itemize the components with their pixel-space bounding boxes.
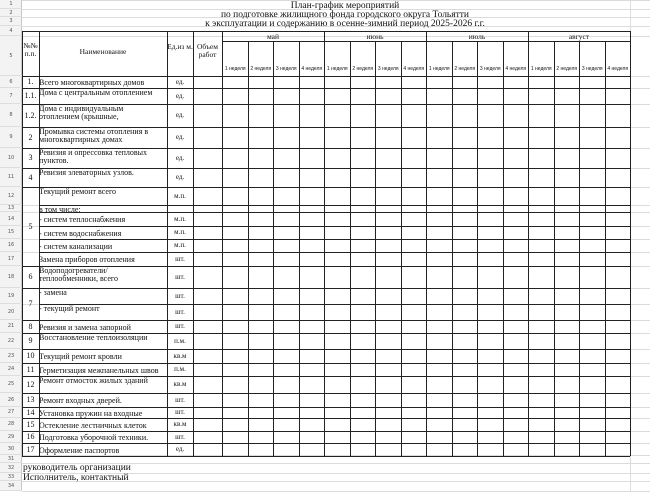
row-number[interactable]: 15	[0, 226, 22, 239]
row-number[interactable]: 20	[0, 304, 22, 320]
item-unit[interactable]: ед.	[175, 78, 185, 86]
item-number[interactable]: 1.1.	[24, 91, 37, 100]
item-name[interactable]: Установка пружин на входные	[39, 409, 143, 418]
row-number[interactable]: 28	[0, 418, 22, 431]
item-number[interactable]: 4	[28, 173, 33, 182]
item-unit[interactable]: шт.	[175, 255, 185, 263]
week-header: 2 неделя	[352, 66, 374, 72]
month-header: июль	[468, 32, 486, 41]
row-number[interactable]: 9	[0, 127, 22, 148]
row-number[interactable]: 31	[0, 455, 22, 463]
row-number[interactable]: 32	[0, 463, 22, 473]
week-header: 4 неделя	[505, 66, 527, 72]
item-unit[interactable]: ед.	[175, 154, 185, 162]
item-name[interactable]: - текущий ремонт	[39, 305, 100, 313]
week-header: 3 неделя	[479, 66, 501, 72]
week-header: 3 неделя	[377, 66, 399, 72]
item-name[interactable]: Водоподогреватели/ теплообменники, всего	[39, 267, 118, 283]
row-number[interactable]: 21	[0, 320, 22, 333]
item-unit[interactable]: ед.	[175, 111, 185, 119]
item-name[interactable]: в том числе:	[39, 206, 81, 212]
week-header: 2 неделя	[556, 66, 578, 72]
item-number[interactable]: 16	[26, 432, 35, 441]
row-number[interactable]: 12	[0, 187, 22, 205]
item-number[interactable]: 12	[26, 380, 35, 389]
item-unit[interactable]: шт.	[175, 396, 185, 404]
row-number[interactable]: 24	[0, 363, 22, 376]
item-name[interactable]: Ремонт отмосток жилых зданий	[39, 377, 148, 385]
item-name[interactable]: Замена приборов отопления	[39, 255, 135, 264]
header-name: Наименование	[79, 47, 127, 56]
item-name[interactable]: Текущий ремонт всего	[39, 188, 117, 196]
item-name[interactable]: Ревизия и замена запорной	[39, 323, 131, 332]
item-number[interactable]: 13	[26, 395, 35, 404]
week-header: 4 неделя	[403, 66, 425, 72]
week-header: 3 неделя	[275, 66, 297, 72]
row-number[interactable]: 18	[0, 266, 22, 288]
item-number[interactable]: 17	[26, 445, 35, 454]
week-header: 4 неделя	[607, 66, 629, 72]
row-number[interactable]: 25	[0, 376, 22, 393]
title-line-2: по подготовке жилищного фонда городского округа Тольятти	[220, 10, 470, 20]
row-number[interactable]: 10	[0, 148, 22, 168]
title-line-1: План-график мероприятий	[290, 1, 400, 11]
item-unit[interactable]: шт.	[175, 292, 185, 300]
item-number[interactable]: 10	[26, 351, 35, 360]
item-number[interactable]: 15	[26, 420, 35, 429]
item-name[interactable]: Восстановление теплоизоляции	[39, 334, 148, 342]
item-name[interactable]: - систем водоснабжения	[39, 229, 122, 238]
item-unit[interactable]: п.м.	[174, 365, 186, 373]
header-volume: Объем работ	[197, 42, 218, 59]
item-name[interactable]: Остекление лестничных клеток	[39, 421, 147, 430]
item-unit[interactable]: ед.	[175, 445, 185, 453]
item-number[interactable]: 1.	[27, 77, 34, 86]
item-name[interactable]: Текущий ремонт кровли	[39, 352, 122, 361]
item-number[interactable]: 14	[26, 408, 35, 417]
item-number[interactable]: 2	[28, 133, 33, 142]
item-name[interactable]: Ревизия и опрессовка тепловых пунктов.	[39, 149, 148, 165]
item-name[interactable]: - систем канализации	[39, 242, 113, 251]
row-number[interactable]: 33	[0, 473, 22, 481]
item-unit[interactable]: шт.	[175, 273, 185, 281]
week-header: 4 неделя	[301, 66, 323, 72]
item-unit[interactable]: шт.	[175, 322, 185, 330]
item-name[interactable]: Дома с индивидуальным отоплением (крышные,	[39, 105, 124, 121]
item-name[interactable]: Подготовка уборочной техники.	[39, 433, 149, 442]
month-header: июнь	[366, 32, 384, 41]
item-unit[interactable]: шт.	[175, 408, 185, 416]
item-number[interactable]: 8	[28, 322, 33, 331]
week-header: 1 неделя	[530, 66, 552, 72]
item-unit[interactable]	[167, 205, 193, 212]
item-number[interactable]: 6	[28, 272, 33, 281]
item-name[interactable]: Всего многоквартирных домов	[39, 78, 145, 87]
row-number[interactable]: 14	[0, 212, 22, 226]
item-unit[interactable]: кв.м	[173, 380, 187, 388]
row-number[interactable]: 27	[0, 407, 22, 418]
item-unit[interactable]: м.п.	[174, 192, 186, 200]
item-name[interactable]: - замена	[39, 289, 67, 297]
item-name[interactable]: Промывка системы отопления в многоквартирных домах	[39, 128, 149, 144]
item-unit[interactable]: ед.	[175, 173, 185, 181]
row-number[interactable]: 13	[0, 205, 22, 212]
item-name[interactable]: Ремонт входных дверей.	[39, 396, 122, 405]
item-number[interactable]: 1.2.	[24, 111, 37, 120]
item-unit[interactable]: шт.	[175, 433, 185, 441]
item-unit[interactable]: ед.	[175, 92, 185, 100]
row-number[interactable]: 6	[0, 76, 22, 88]
item-unit[interactable]: кв.м	[173, 420, 187, 428]
month-header: август	[568, 32, 590, 41]
item-unit[interactable]: кв.м	[173, 352, 187, 360]
row-number[interactable]: 16	[0, 239, 22, 252]
row-number[interactable]: 22	[0, 333, 22, 349]
footer-executor: Исполнитель, контактный	[23, 473, 129, 483]
item-unit[interactable]: п.м.	[174, 337, 186, 345]
footer-head: руководитель организации	[23, 463, 131, 473]
item-number[interactable]: 11	[26, 365, 35, 374]
row-number[interactable]: 30	[0, 443, 22, 455]
item-name[interactable]: Дома с центральным отоплением	[39, 89, 153, 97]
row-number[interactable]: 3	[0, 17, 22, 26]
week-header: 1 неделя	[326, 66, 348, 72]
item-number[interactable]: 7	[28, 299, 33, 308]
row-number[interactable]: 19	[0, 288, 22, 304]
item-number[interactable]: 3	[28, 153, 33, 162]
row-number[interactable]: 34	[0, 481, 22, 491]
row-number[interactable]: 2	[0, 9, 22, 17]
header-num: №№ п.п.	[23, 41, 38, 58]
item-name[interactable]: Ревизия элеваторных узлов.	[39, 169, 134, 177]
row-number[interactable]: 26	[0, 393, 22, 407]
row-number[interactable]: 4	[0, 26, 22, 36]
item-number[interactable]: 5	[28, 222, 33, 231]
item-unit[interactable]: ед.	[175, 133, 185, 141]
item-name[interactable]: Герметизация межпанельных швов	[39, 366, 159, 375]
week-header: 2 неделя	[454, 66, 476, 72]
item-name[interactable]: - систем теплоснабжения	[39, 215, 126, 224]
item-unit[interactable]: м.п.	[174, 241, 186, 249]
row-number[interactable]: 5	[0, 36, 22, 76]
row-number[interactable]: 11	[0, 168, 22, 187]
item-unit[interactable]: м.п.	[174, 215, 186, 223]
row-number[interactable]: 7	[0, 88, 22, 104]
row-number[interactable]: 17	[0, 252, 22, 266]
week-header: 1 неделя	[428, 66, 450, 72]
title-line-3: к эксплуатации и содержанию в осенне-зимний период 2025-2026 г.г.	[205, 19, 485, 29]
header-unit: Ед.из м.	[167, 42, 193, 51]
row-number[interactable]: 23	[0, 349, 22, 363]
row-number[interactable]: 8	[0, 104, 22, 127]
item-unit[interactable]: м.п.	[174, 228, 186, 236]
week-header: 3 неделя	[581, 66, 603, 72]
item-name[interactable]: Оформление паспортов	[39, 446, 120, 455]
week-header: 2 неделя	[250, 66, 272, 72]
week-header: 1 неделя	[224, 66, 246, 72]
item-unit[interactable]: шт.	[175, 308, 185, 316]
item-number[interactable]: 9	[28, 336, 33, 345]
row-number[interactable]: 29	[0, 431, 22, 443]
row-number[interactable]: 1	[0, 0, 22, 9]
month-header: май	[266, 32, 280, 41]
